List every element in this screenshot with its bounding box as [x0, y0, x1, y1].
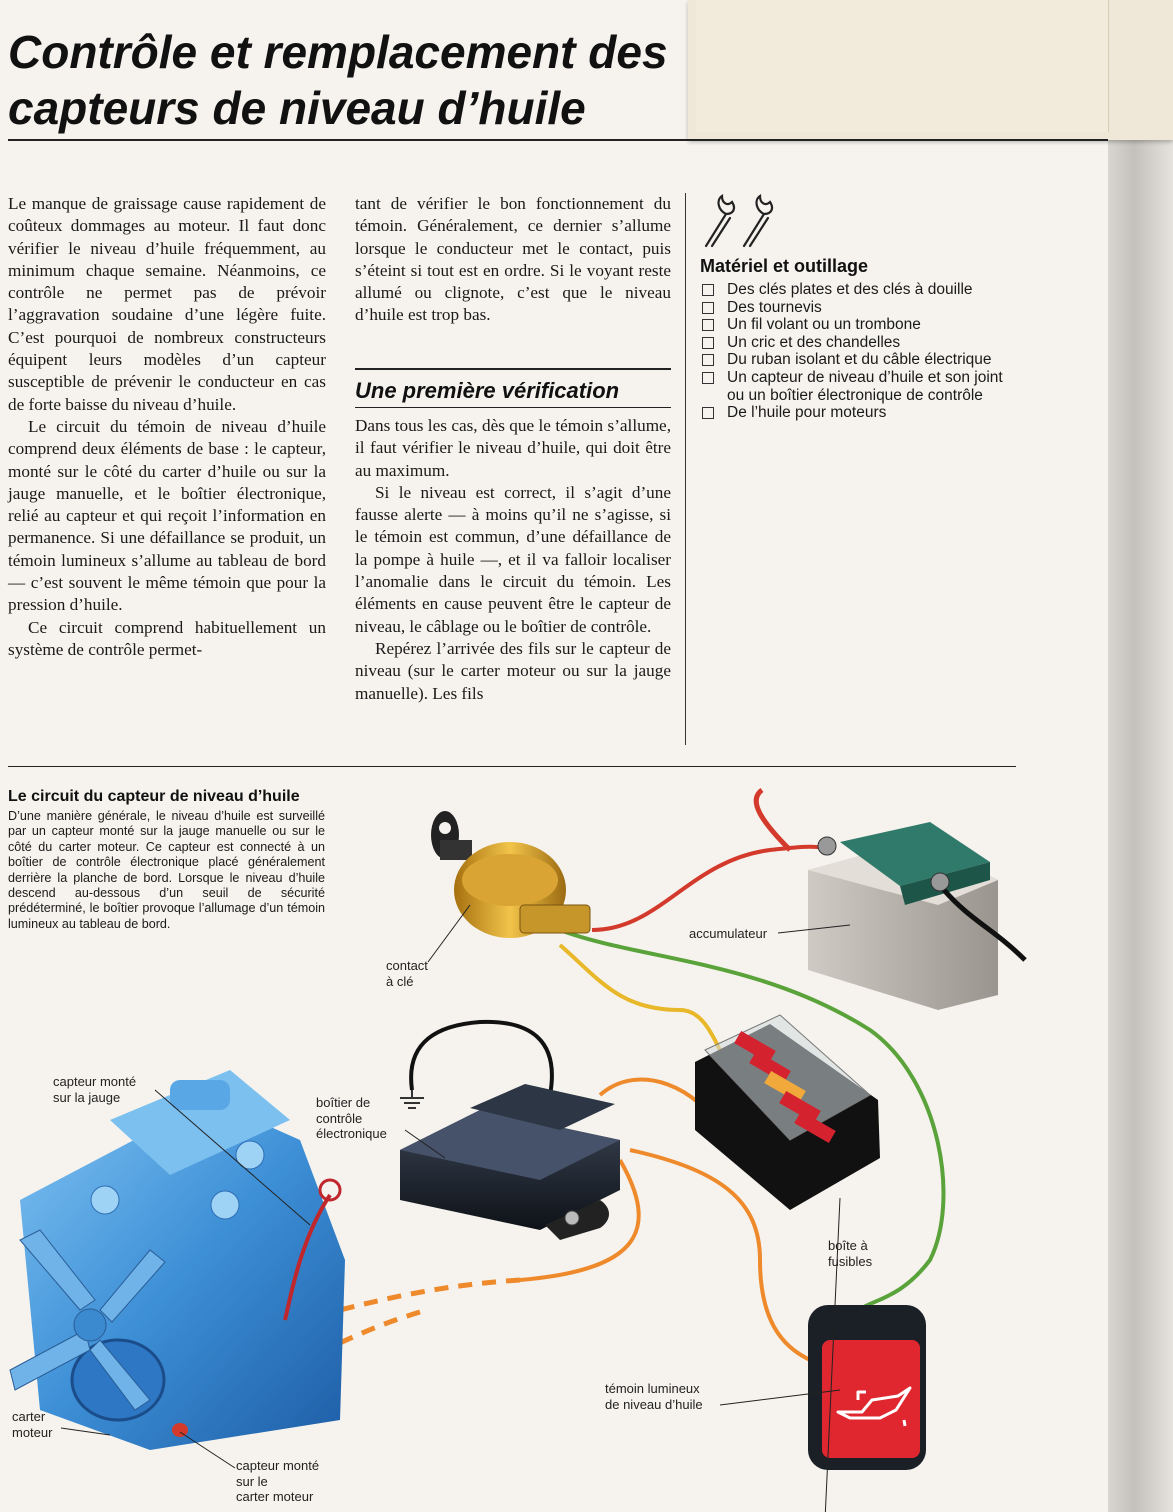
section-rule-bottom	[355, 407, 671, 408]
figure-title: Le circuit du capteur de niveau d’huile	[8, 788, 300, 805]
ground-symbol	[400, 1090, 424, 1108]
paragraph: Si le niveau est correct, il s’agit d’une fausse alerte — à moins qu’il ne s’agisse, si le témoin est commun, d’une défaillance de la pompe à huile —, et il va falloir localiser l’anomalie dans le circuit du témoin. Les éléments en cause peuvent être le capteur de niveau, le câblage ou le boîtier de contrôle.	[355, 482, 671, 636]
checklist-item: Des tournevis	[700, 299, 1020, 317]
red-wire	[756, 790, 790, 850]
checkbox-icon	[702, 284, 714, 296]
checkbox-icon	[702, 354, 714, 366]
figure-caption: D’une manière générale, le niveau d’huile est surveillé par un capteur monté sur la jauge manuelle ou sur le côté du carter moteur. Ce capteur est connecté à un boîtier de contrôle électronique placé généralement derrière la planche de bord. Lorsque le niveau d’huile descend au-dessous d’un seuil de sécurité prédéterminé, le boîtier provoque l’allumage d’un témoin lumineux au tableau de bord.	[8, 809, 325, 931]
text-column-1	[8, 193, 326, 661]
warning-light	[808, 1305, 926, 1470]
yellow-wire	[560, 945, 720, 1050]
ground-wire	[411, 1022, 552, 1095]
paragraph: Dans tous les cas, dès que le témoin s’allume, il faut vérifier le niveau d’huile, qui doit être au maximum.	[355, 416, 671, 480]
checkbox-icon	[702, 319, 714, 331]
tools-heading: Matériel et outillage	[700, 256, 869, 276]
section-rule-top	[355, 368, 671, 370]
label-dipstick-sensor: capteur monté sur la jauge	[53, 1074, 137, 1105]
label-control-box: boîtier de contrôle électronique	[316, 1095, 387, 1141]
wrench-pair-icon	[700, 192, 790, 250]
tools-list	[700, 281, 1020, 422]
battery	[808, 822, 1025, 1010]
checkbox-icon	[702, 302, 714, 314]
engine-block	[10, 1070, 345, 1450]
checkbox-icon	[702, 372, 714, 384]
checklist-item: Du ruban isolant et du câble électrique	[700, 351, 1020, 369]
text-column-2-intro	[355, 193, 671, 327]
red-wire	[592, 847, 825, 930]
label-warning-light: témoin lumineux de niveau d’huile	[605, 1381, 703, 1412]
checkbox-icon	[702, 407, 714, 419]
section-heading: Une première vérification	[355, 378, 620, 403]
tools-box	[700, 192, 1020, 422]
fuse-box	[695, 1015, 880, 1210]
paragraph: Le manque de graissage cause rapidement de coûteux dommages au moteur. Il faut donc vérifier le niveau d’huile fréquemment, au minimum chaque semaine. Néanmoins, ce contrôle ne permet pas de prévoir l’aggravation soudaine d’une légère fuite. C’est pourquoi de nombreux constructeurs équipent leurs modèles d’un capteur susceptible de prévenir le conducteur en cas de forte baisse du niveau d’huile.	[8, 194, 326, 414]
checklist-item: Un fil volant ou un trombone	[700, 316, 1020, 334]
paragraph: Repérez l’arrivée des fils sur le capteur de niveau (sur le carter moteur ou sur la jauge manuelle). Les fils	[355, 638, 671, 703]
taped-paper-strip	[688, 0, 1173, 140]
figure-rule	[8, 766, 1016, 767]
ignition-switch	[431, 811, 590, 938]
label-fuse-box: boîte à fusibles	[828, 1238, 873, 1269]
dashed-wire	[340, 1280, 520, 1310]
title-rule	[8, 139, 1108, 141]
checklist-item: De l’huile pour moteurs	[700, 404, 1020, 422]
checklist-item: Des clés plates et des clés à douille	[700, 281, 1020, 299]
paragraph: Le circuit du témoin de niveau d’huile comprend deux éléments de base : le capteur, monté sur le côté du carter d’huile ou sur la jauge manuelle, et le boîtier électronique, relié au capteur et qui reçoit l’information en permanence. Si une défaillance se produit, un témoin lumineux s’allume au tableau de bord — c’est souvent le même témoin que pour la pression d’huile.	[8, 416, 326, 615]
label-pan-sensor: capteur monté sur le carter moteur	[236, 1458, 320, 1504]
checkbox-icon	[702, 337, 714, 349]
checklist-item: Un capteur de niveau d’huile et son joint ou un boîtier électronique de contrôle	[700, 369, 1020, 404]
column-divider	[685, 193, 686, 745]
label-ignition: contact à clé	[386, 958, 428, 989]
paragraph: tant de vérifier le bon fonctionnement du témoin. Généralement, ce dernier s’allume lorsque le conducteur met le contact, puis s’éteint si tout est en ordre. Si le voyant reste allumé ou clignote, c’est que le niveau d’huile est trop bas.	[355, 194, 671, 325]
label-oil-pan: carter moteur	[12, 1409, 53, 1440]
page-title	[8, 24, 698, 136]
text-column-2-section	[355, 415, 671, 705]
electronic-control-box	[400, 1084, 620, 1240]
title-line-1: Contrôle et remplacement des	[8, 26, 668, 78]
checklist-item: Un cric et des chandelles	[700, 334, 1020, 352]
title-line-2: capteurs de niveau d’huile	[8, 82, 586, 134]
page-edge-shadow	[1108, 140, 1173, 1512]
label-battery: accumulateur	[689, 926, 768, 941]
paragraph: Ce circuit comprend habituellement un système de contrôle permet-	[8, 617, 326, 659]
